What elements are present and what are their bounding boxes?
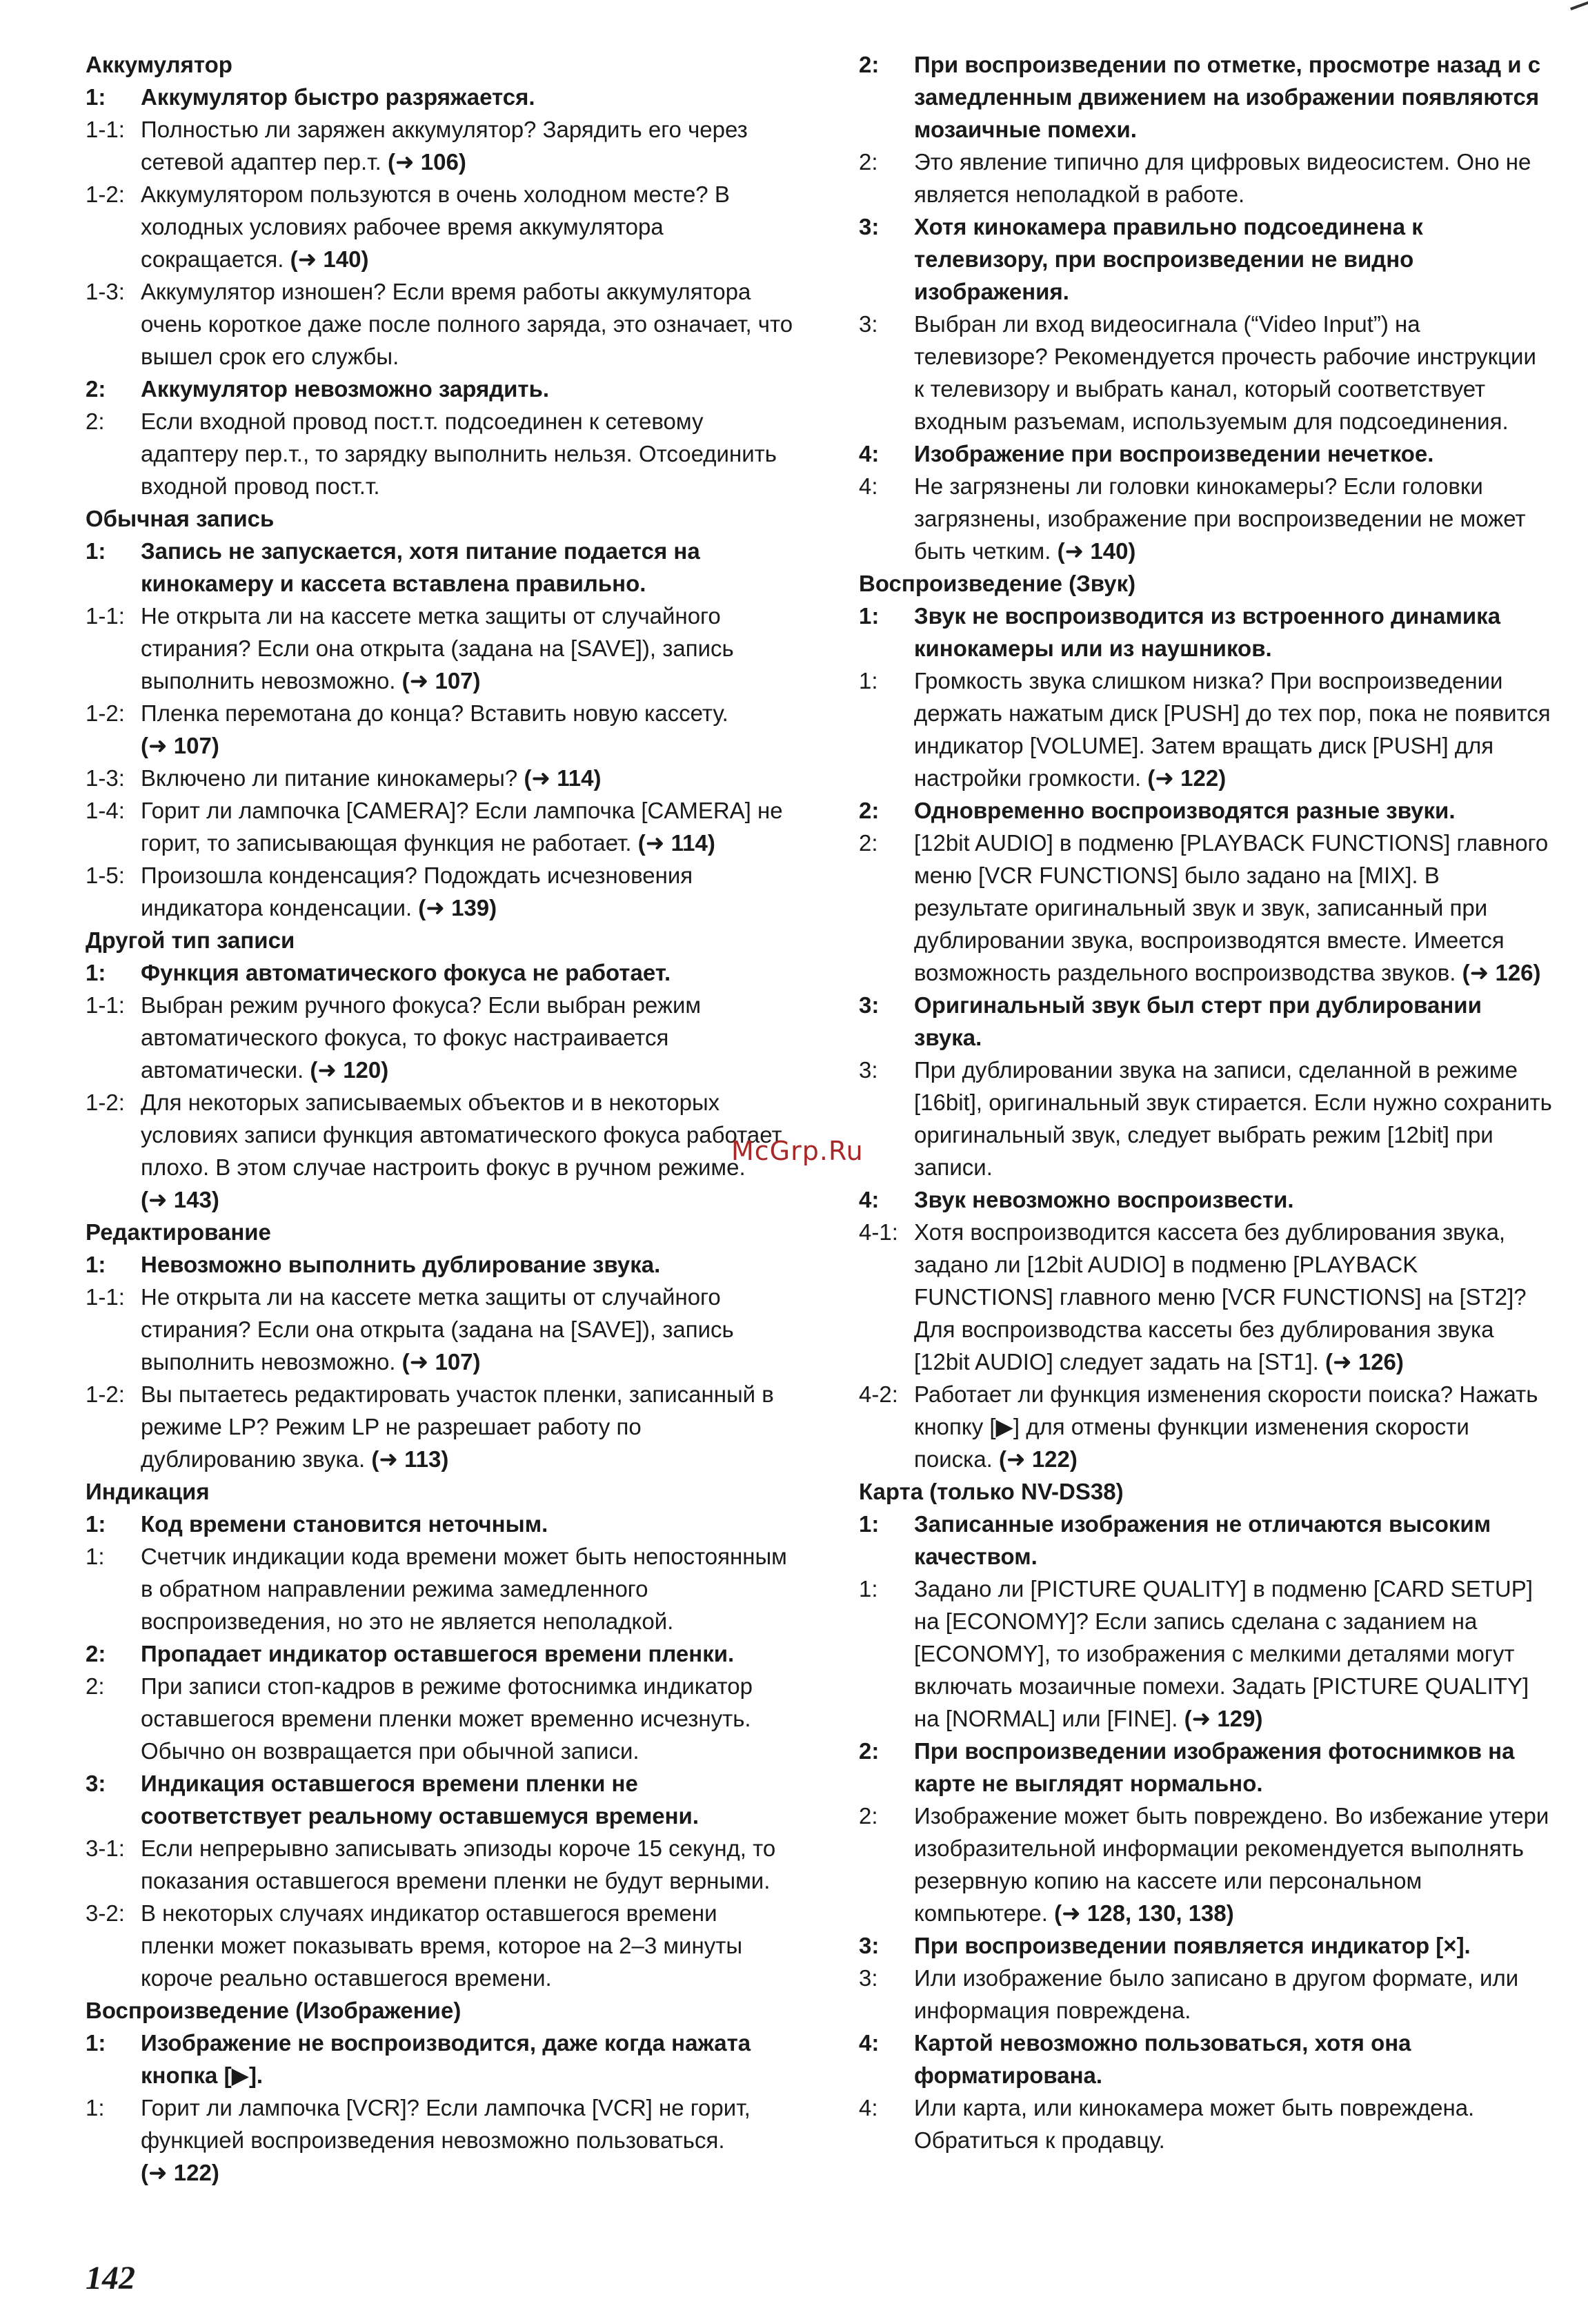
item-text	[914, 308, 1552, 437]
page-reference: (➜ 143)	[141, 1187, 219, 1212]
page-reference: (➜ 114)	[637, 830, 715, 856]
solution-item	[859, 308, 1552, 437]
section	[86, 1216, 796, 1475]
item-text	[141, 1832, 796, 1897]
item-text-body: Горит ли лампочка [CAMERA]? Если лампочка [CAMERA] не горит, то записывающая функция не работает.	[141, 798, 783, 856]
item-text	[141, 762, 796, 794]
item-text	[141, 2027, 796, 2091]
section-title: Обычная запись	[86, 506, 275, 531]
item-number: 2:	[859, 798, 880, 823]
item-text	[914, 1378, 1552, 1475]
item-text-body: При дублировании звука на записи, сделанной в режиме [16bit], оригинальный звук стирается. Если нужно сохранить оригинальный звук, следует выбрать режим [12bit] при записи.	[914, 1057, 1552, 1180]
solution-item	[859, 1962, 1552, 2027]
solution-item	[859, 664, 1552, 794]
item-text	[914, 146, 1552, 210]
item-text	[141, 1540, 796, 1637]
item-number: 4:	[859, 1187, 880, 1212]
section	[86, 924, 796, 1216]
item-text-body: При воспроизведении изображения фотоснимков на карте не выглядят нормально.	[914, 1738, 1515, 1796]
page-reference: (➜ 122)	[1147, 765, 1227, 791]
section-title: Аккумулятор	[86, 52, 232, 77]
solution-item	[859, 2091, 1552, 2156]
item-number: 1-1:	[86, 992, 125, 1018]
solution-item	[86, 1832, 796, 1897]
section-title: Индикация	[86, 1479, 210, 1504]
item-text	[914, 48, 1552, 146]
item-text-body: Аккумулятор изношен? Если время работы аккумулятора очень короткое даже после полного заряда, это означает, что вышел срок его службы.	[141, 279, 793, 369]
item-number: 2:	[859, 1803, 878, 1829]
item-text	[141, 1637, 796, 1670]
item-text	[141, 81, 796, 113]
item-text-body: Не загрязнены ли головки кинокамеры? Если головки загрязнены, изображение при воспроизведении не может быть четким.	[914, 473, 1526, 564]
item-text-body: Выбран режим ручного фокуса? Если выбран режим автоматического фокуса, то фокус настраивается автоматически.	[141, 992, 702, 1083]
solution-item	[86, 113, 796, 178]
item-text	[141, 1767, 796, 1832]
solution-item	[86, 859, 796, 924]
item-number: 3-1:	[86, 1835, 125, 1861]
item-text	[141, 600, 796, 697]
item-text-body: Индикация оставшегося времени пленки не соответствует реальному оставшемуся времени.	[141, 1771, 699, 1829]
item-number: 1-2:	[86, 1090, 125, 1115]
item-number: 2:	[859, 52, 880, 77]
item-number: 2:	[86, 376, 106, 402]
item-text-body: Хотя воспроизводится кассета без дублирования звука, задано ли [12bit AUDIO] в подменю [PLAYBACK FUNCTIONS] главного меню [VCR FUNCTIONS] на [ST2]? Для воспроизводства кассеты без дублирования звука [12bit AUDIO] следует задать на [ST1].	[914, 1219, 1527, 1375]
item-text-body: Изображение при воспроизведении нечеткое.	[914, 441, 1434, 466]
item-text-body: Произошла конденсация? Подождать исчезновения индикатора конденсации.	[141, 863, 693, 920]
problem-item	[86, 1248, 796, 1281]
page-number: 142	[86, 2260, 135, 2296]
problem-item	[859, 2027, 1552, 2091]
item-number: 2:	[86, 408, 105, 434]
solution-item	[859, 470, 1552, 567]
item-number: 1-1:	[86, 603, 125, 629]
section	[859, 567, 1552, 1475]
item-text-body: Одновременно воспроизводятся разные звуки.	[914, 798, 1456, 823]
item-text	[141, 1670, 796, 1767]
solution-item	[86, 697, 796, 762]
item-text-body: Выбран ли вход видеосигнала (“Video Input”) на телевизоре? Рекомендуется прочесть рабочие инструкции к телевизору и выбрать канал, который соответствует входным разъемам, используемым для подсоединения.	[914, 311, 1536, 434]
right-column	[859, 48, 1552, 2156]
item-text-body: Запись не запускается, хотя питание подается на кинокамеру и кассета вставлена правильно.	[141, 538, 700, 596]
solution-item	[859, 1800, 1552, 1929]
section	[86, 1994, 796, 2189]
problem-item	[859, 989, 1552, 1054]
item-text-body: При записи стоп-кадров в режиме фотоснимка индикатор оставшегося времени пленки может временно исчезнуть. Обычно он возвращается при обычной записи.	[141, 1673, 753, 1764]
item-text	[914, 1573, 1552, 1735]
item-text	[141, 859, 796, 924]
item-number: 1:	[86, 2095, 105, 2120]
corner-mark	[1567, 0, 1588, 10]
item-text	[141, 956, 796, 989]
item-text-body: Звук невозможно воспроизвести.	[914, 1187, 1294, 1212]
left-column	[86, 48, 796, 2189]
page-reference: (➜ 107)	[141, 733, 219, 758]
item-text	[914, 600, 1552, 664]
item-text-body: Оригинальный звук был стерт при дублировании звука.	[914, 992, 1482, 1050]
solution-item	[86, 178, 796, 275]
item-text	[141, 113, 796, 178]
problem-item	[859, 1929, 1552, 1962]
item-number: 3:	[859, 1057, 878, 1083]
solution-item	[86, 1086, 796, 1216]
item-text	[141, 1508, 796, 1540]
solution-item	[86, 600, 796, 697]
item-number: 4-1:	[859, 1219, 898, 1245]
page-reference: (➜ 140)	[1057, 538, 1136, 564]
problem-item	[859, 1183, 1552, 1216]
item-number: 1:	[86, 1252, 106, 1277]
problem-item	[86, 1637, 796, 1670]
problem-item	[86, 1767, 796, 1832]
item-text-body: Хотя кинокамера правильно подсоединена к телевизору, при воспроизведении не видно изображения.	[914, 214, 1423, 304]
item-number: 1-3:	[86, 765, 125, 791]
problem-item	[859, 437, 1552, 470]
item-text-body: Картой невозможно пользоваться, хотя она форматирована.	[914, 2030, 1411, 2088]
item-text-body: Пленка перемотана до конца? Вставить новую кассету.	[141, 700, 728, 726]
page-reference: (➜ 106)	[387, 149, 466, 175]
item-number: 3:	[859, 992, 880, 1018]
problem-item	[859, 210, 1552, 308]
item-number: 1-2:	[86, 1381, 125, 1407]
problem-item	[859, 600, 1552, 664]
section-title: Воспроизведение (Звук)	[859, 571, 1136, 596]
section	[86, 48, 796, 502]
item-text-body: Вы пытаетесь редактировать участок пленки, записанный в режиме LP? Режим LP не разрешает работу по дублированию звука.	[141, 1381, 774, 1472]
item-text	[141, 989, 796, 1086]
item-text-body: Работает ли функция изменения скорости поиска? Нажать кнопку [▶] для отмены функции изменения скорости поиска.	[914, 1381, 1538, 1472]
page-reference: (➜ 122)	[141, 2160, 219, 2185]
solution-item	[859, 827, 1552, 989]
item-text	[914, 437, 1552, 470]
item-text	[914, 1183, 1552, 1216]
page-reference: (➜ 126)	[1462, 960, 1541, 985]
problem-item	[86, 956, 796, 989]
item-text-body: Аккумулятор невозможно зарядить.	[141, 376, 550, 402]
item-text	[141, 373, 796, 405]
page-reference: (➜ 120)	[310, 1057, 389, 1083]
item-text	[914, 2091, 1552, 2156]
solution-item	[86, 1378, 796, 1475]
item-text-body: Полностью ли заряжен аккумулятор? Зарядить его через сетевой адаптер пер.т.	[141, 117, 748, 175]
section	[859, 1475, 1552, 2156]
page-reference: (➜ 113)	[371, 1446, 449, 1472]
item-number: 1-1:	[86, 117, 125, 142]
item-number: 2:	[859, 830, 878, 856]
section-title: Воспроизведение (Изображение)	[86, 1998, 461, 2023]
section	[86, 502, 796, 924]
item-number: 1-2:	[86, 700, 125, 726]
section-title: Другой тип записи	[86, 927, 295, 953]
watermark: McGrp.Ru	[731, 1136, 864, 1166]
item-text	[141, 1086, 796, 1216]
item-text	[141, 1248, 796, 1281]
problem-item	[859, 1508, 1552, 1573]
item-number: 4-2:	[859, 1381, 898, 1407]
item-text	[914, 1929, 1552, 1962]
problem-item	[86, 535, 796, 600]
solution-item	[86, 2091, 796, 2189]
solution-item	[859, 1378, 1552, 1475]
item-text	[914, 210, 1552, 308]
item-number: 3:	[859, 214, 880, 239]
item-number: 1:	[859, 1576, 878, 1602]
problem-item	[86, 81, 796, 113]
page-reference: (➜ 107)	[401, 668, 481, 693]
item-text-body: Для некоторых записываемых объектов и в некоторых условиях записи функция автоматического фокуса работает плохо. В этом случае настроить фокус в ручном режиме.	[141, 1090, 782, 1180]
item-number: 1:	[859, 1511, 880, 1537]
item-text	[141, 1897, 796, 1994]
item-text	[914, 989, 1552, 1054]
solution-item	[86, 1281, 796, 1378]
item-text-body: Задано ли [PICTURE QUALITY] в подменю [CARD SETUP] на [ECONOMY]? Если запись сделана с заданием на [ECONOMY], то изображения с мелкими деталями могут включать мозаичные помехи. Задать [PICTURE QUALITY] на [NORMAL] или [FINE].	[914, 1576, 1533, 1731]
item-number: 1:	[86, 1511, 106, 1537]
page-reference: (➜ 114)	[524, 765, 602, 791]
item-number: 4:	[859, 2095, 878, 2120]
item-number: 3:	[86, 1771, 106, 1796]
item-number: 4:	[859, 473, 878, 499]
item-number: 1:	[859, 603, 880, 629]
solution-item	[86, 405, 796, 502]
solution-item	[86, 794, 796, 859]
item-text	[914, 2027, 1552, 2091]
item-text	[141, 535, 796, 600]
item-number: 4:	[859, 441, 880, 466]
solution-item	[859, 146, 1552, 210]
section	[859, 48, 1552, 567]
item-number: 1:	[86, 2030, 106, 2056]
section	[86, 1475, 796, 1994]
item-text	[914, 1735, 1552, 1800]
problem-item	[86, 2027, 796, 2091]
section-title: Редактирование	[86, 1219, 271, 1245]
item-text	[914, 1800, 1552, 1929]
item-number: 1:	[86, 960, 106, 985]
item-text-body: В некоторых случаях индикатор оставшегося времени пленки может показывать время, которое на 2–3 минуты короче реально оставшегося времени.	[141, 1900, 743, 1991]
item-number: 3:	[859, 1965, 878, 1991]
item-text-body: Включено ли питание кинокамеры?	[141, 765, 518, 791]
problem-item	[86, 373, 796, 405]
item-number: 1-5:	[86, 863, 125, 888]
item-text	[141, 2091, 796, 2189]
item-text-body: При воспроизведении по отметке, просмотре назад и с замедленным движением на изображении появляются мозаичные помехи.	[914, 52, 1541, 142]
item-text	[914, 794, 1552, 827]
page-reference: (➜ 107)	[401, 1349, 481, 1375]
item-number: 4:	[859, 2030, 880, 2056]
item-text-body: При воспроизведении появляется индикатор [×].	[914, 1933, 1471, 1958]
item-text	[914, 827, 1552, 989]
item-text	[914, 664, 1552, 794]
section-title: Карта (только NV-DS38)	[859, 1479, 1124, 1504]
item-number: 3:	[859, 311, 878, 337]
item-number: 1-4:	[86, 798, 125, 823]
item-text-body: Звук не воспроизводится из встроенного динамика кинокамеры или из наушников.	[914, 603, 1501, 661]
item-text-body: Или карта, или кинокамера может быть повреждена. Обратиться к продавцу.	[914, 2095, 1475, 2153]
item-text-body: Функция автоматического фокуса не работает.	[141, 960, 671, 985]
item-number: 1:	[86, 1544, 105, 1569]
solution-item	[86, 762, 796, 794]
item-text	[141, 794, 796, 859]
item-number: 2:	[859, 149, 878, 175]
page-reference: (➜ 129)	[1184, 1706, 1263, 1731]
item-text	[914, 1216, 1552, 1378]
item-number: 1:	[86, 538, 106, 564]
item-number: 1-1:	[86, 1284, 125, 1310]
item-number: 2:	[86, 1673, 105, 1699]
problem-item	[859, 48, 1552, 146]
item-text-body: Записанные изображения не отличаются высоким качеством.	[914, 1511, 1491, 1569]
item-text-body: Невозможно выполнить дублирование звука.	[141, 1252, 661, 1277]
item-text-body: Если непрерывно записывать эпизоды короче 15 секунд, то показания оставшегося времени пленки не будут верными.	[141, 1835, 776, 1893]
item-text	[914, 1054, 1552, 1183]
solution-item	[86, 1670, 796, 1767]
item-text-body: Горит ли лампочка [VCR]? Если лампочка [VCR] не горит, функцией воспроизведения невозможно пользоваться.	[141, 2095, 751, 2153]
item-text	[141, 1378, 796, 1475]
problem-item	[86, 1508, 796, 1540]
solution-item	[86, 275, 796, 373]
item-number: 3:	[859, 1933, 880, 1958]
item-text-body: Не открыта ли на кассете метка защиты от случайного стирания? Если она открыта (задана на [SAVE]), запись выполнить невозможно.	[141, 603, 734, 693]
item-number: 3-2:	[86, 1900, 125, 1926]
solution-item	[86, 989, 796, 1086]
item-text	[914, 1962, 1552, 2027]
item-number: 2:	[86, 1641, 106, 1666]
page-reference: (➜ 128, 130, 138)	[1054, 1900, 1234, 1926]
item-text-body: [12bit AUDIO] в подменю [PLAYBACK FUNCTIONS] главного меню [VCR FUNCTIONS] было задано на [MIX]. В результате оригинальный звук и звук, записанный при дублировании звука, воспроизводятся вместе. Имеется возможность раздельного воспроизводства звуков.	[914, 830, 1549, 985]
item-text-body: Изображение не воспроизводится, даже когда нажата кнопка [▶].	[141, 2030, 751, 2088]
item-text	[141, 178, 796, 275]
item-text	[914, 1508, 1552, 1573]
solution-item	[859, 1573, 1552, 1735]
item-text	[141, 697, 796, 762]
item-text	[141, 405, 796, 502]
item-text	[141, 1281, 796, 1378]
item-number: 1-2:	[86, 181, 125, 207]
page-reference: (➜ 126)	[1325, 1349, 1404, 1375]
item-text-body: Код времени становится неточным.	[141, 1511, 548, 1537]
item-text-body: Если входной провод пост.т. подсоединен к сетевому адаптеру пер.т., то зарядку выполнить нельзя. Отсоединить входной провод пост.т.	[141, 408, 777, 499]
item-text-body: Счетчик индикации кода времени может быть непостоянным в обратном направлении режима замедленного воспроизведения, но это не является неполадкой.	[141, 1544, 787, 1634]
solution-item	[86, 1897, 796, 1994]
solution-item	[859, 1216, 1552, 1378]
page-reference: (➜ 139)	[418, 895, 497, 920]
item-number: 1-3:	[86, 279, 125, 304]
item-number: 1:	[86, 84, 106, 110]
item-text-body: Громкость звука слишком низка? При воспроизведении держать нажатым диск [PUSH] до тех пор, пока не появится индикатор [VOLUME]. Затем вращать диск [PUSH] для настройки громкости.	[914, 668, 1551, 791]
problem-item	[859, 794, 1552, 827]
page-reference: (➜ 140)	[290, 246, 369, 272]
item-text	[141, 275, 796, 373]
problem-item	[859, 1735, 1552, 1800]
item-text-body: Или изображение было записано в другом формате, или информация повреждена.	[914, 1965, 1519, 2023]
item-text-body: Не открыта ли на кассете метка защиты от случайного стирания? Если она открыта (задана на [SAVE]), запись выполнить невозможно.	[141, 1284, 734, 1375]
item-text-body: Изображение может быть повреждено. Во избежание утери изобразительной информации рекомендуется выполнять резервную копию на кассете или персональном компьютере.	[914, 1803, 1549, 1926]
solution-item	[859, 1054, 1552, 1183]
item-text-body: Пропадает индикатор оставшегося времени пленки.	[141, 1641, 735, 1666]
item-number: 2:	[859, 1738, 880, 1764]
item-text	[914, 470, 1552, 567]
item-text-body: Аккумулятор быстро разряжается.	[141, 84, 535, 110]
item-text-body: Это явление типично для цифровых видеосистем. Оно не является неполадкой в работе.	[914, 149, 1531, 207]
solution-item	[86, 1540, 796, 1637]
item-text-body: Аккумулятором пользуются в очень холодном месте? В холодных условиях рабочее время аккумулятора сокращается.	[141, 181, 730, 272]
item-number: 1:	[859, 668, 878, 693]
page-reference: (➜ 122)	[999, 1446, 1078, 1472]
